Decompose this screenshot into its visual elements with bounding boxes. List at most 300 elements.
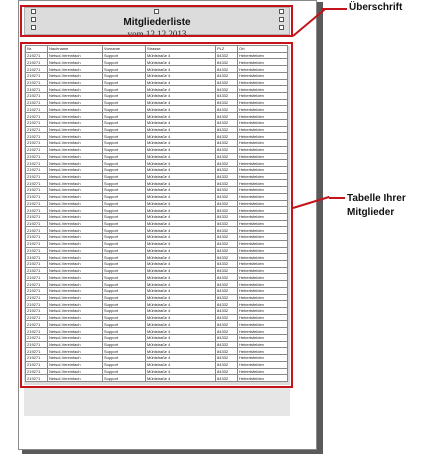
- table-cell[interactable]: Mühlstraße 4: [146, 113, 216, 120]
- table-cell[interactable]: 219271: [26, 261, 48, 268]
- table-cell[interactable]: 84332: [216, 99, 238, 106]
- table-cell[interactable]: Support: [103, 355, 146, 362]
- table-cell[interactable]: Mühlstraße 4: [146, 368, 216, 375]
- table-cell[interactable]: 84332: [216, 93, 238, 100]
- table-cell[interactable]: Hebertsfelden: [238, 213, 288, 220]
- table-cell[interactable]: Mühlstraße 4: [146, 213, 216, 220]
- table-cell[interactable]: 84332: [216, 52, 238, 59]
- table-cell[interactable]: Hebertsfelden: [238, 328, 288, 335]
- table-cell[interactable]: Mühlstraße 4: [146, 160, 216, 167]
- table-cell[interactable]: Netsol-Vereinfach: [48, 187, 103, 194]
- table-cell[interactable]: Support: [103, 341, 146, 348]
- table-cell[interactable]: Mühlstraße 4: [146, 240, 216, 247]
- table-cell[interactable]: Netsol-Vereinfach: [48, 140, 103, 147]
- table-cell[interactable]: Mühlstraße 4: [146, 375, 216, 382]
- table-cell[interactable]: Netsol-Vereinfach: [48, 72, 103, 79]
- table-cell[interactable]: 219271: [26, 281, 48, 288]
- table-cell[interactable]: Netsol-Vereinfach: [48, 314, 103, 321]
- column-header[interactable]: Nr.: [26, 46, 48, 53]
- table-cell[interactable]: Support: [103, 287, 146, 294]
- table-cell[interactable]: Netsol-Vereinfach: [48, 126, 103, 133]
- table-cell[interactable]: Mühlstraße 4: [146, 173, 216, 180]
- table-cell[interactable]: Hebertsfelden: [238, 227, 288, 234]
- table-cell[interactable]: 219271: [26, 207, 48, 214]
- table-cell[interactable]: Netsol-Vereinfach: [48, 328, 103, 335]
- table-cell[interactable]: Support: [103, 213, 146, 220]
- table-cell[interactable]: Mühlstraße 4: [146, 301, 216, 308]
- column-header[interactable]: Vorname: [103, 46, 146, 53]
- table-cell[interactable]: 84332: [216, 180, 238, 187]
- table-cell[interactable]: 84332: [216, 79, 238, 86]
- table-cell[interactable]: Hebertsfelden: [238, 52, 288, 59]
- table-cell[interactable]: Netsol-Vereinfach: [48, 361, 103, 368]
- table-cell[interactable]: 84332: [216, 254, 238, 261]
- table-cell[interactable]: Support: [103, 274, 146, 281]
- table-cell[interactable]: Support: [103, 368, 146, 375]
- table-cell[interactable]: 84332: [216, 106, 238, 113]
- table-cell[interactable]: Netsol-Vereinfach: [48, 59, 103, 66]
- table-cell[interactable]: Netsol-Vereinfach: [48, 301, 103, 308]
- table-cell[interactable]: Netsol-Vereinfach: [48, 355, 103, 362]
- table-cell[interactable]: Support: [103, 247, 146, 254]
- table-cell[interactable]: 219271: [26, 146, 48, 153]
- table-cell[interactable]: 84332: [216, 187, 238, 194]
- table-cell[interactable]: Support: [103, 267, 146, 274]
- table-cell[interactable]: 219271: [26, 160, 48, 167]
- table-cell[interactable]: Netsol-Vereinfach: [48, 348, 103, 355]
- table-cell[interactable]: Hebertsfelden: [238, 160, 288, 167]
- table-cell[interactable]: 219271: [26, 287, 48, 294]
- table-cell[interactable]: 84332: [216, 126, 238, 133]
- table-cell[interactable]: Support: [103, 166, 146, 173]
- table-cell[interactable]: Netsol-Vereinfach: [48, 146, 103, 153]
- table-cell[interactable]: Netsol-Vereinfach: [48, 52, 103, 59]
- table-cell[interactable]: Support: [103, 126, 146, 133]
- table-cell[interactable]: Mühlstraße 4: [146, 79, 216, 86]
- table-cell[interactable]: Support: [103, 173, 146, 180]
- table-cell[interactable]: Netsol-Vereinfach: [48, 321, 103, 328]
- table-cell[interactable]: Mühlstraße 4: [146, 93, 216, 100]
- table-cell[interactable]: 84332: [216, 355, 238, 362]
- table-cell[interactable]: Netsol-Vereinfach: [48, 66, 103, 73]
- table-cell[interactable]: Mühlstraße 4: [146, 52, 216, 59]
- table-cell[interactable]: Mühlstraße 4: [146, 227, 216, 234]
- table-cell[interactable]: Hebertsfelden: [238, 247, 288, 254]
- table-cell[interactable]: Netsol-Vereinfach: [48, 294, 103, 301]
- table-cell[interactable]: Hebertsfelden: [238, 106, 288, 113]
- table-cell[interactable]: Hebertsfelden: [238, 66, 288, 73]
- table-cell[interactable]: 84332: [216, 287, 238, 294]
- table-cell[interactable]: Support: [103, 308, 146, 315]
- table-cell[interactable]: 219271: [26, 368, 48, 375]
- table-cell[interactable]: Mühlstraße 4: [146, 187, 216, 194]
- table-cell[interactable]: Support: [103, 314, 146, 321]
- table-cell[interactable]: Support: [103, 227, 146, 234]
- table-cell[interactable]: Hebertsfelden: [238, 113, 288, 120]
- table-cell[interactable]: Mühlstraße 4: [146, 119, 216, 126]
- table-cell[interactable]: Hebertsfelden: [238, 254, 288, 261]
- table-cell[interactable]: Mühlstraße 4: [146, 220, 216, 227]
- table-cell[interactable]: Netsol-Vereinfach: [48, 193, 103, 200]
- report-title[interactable]: Mitgliederliste: [123, 17, 191, 28]
- column-header[interactable]: Nachname: [48, 46, 103, 53]
- table-cell[interactable]: Hebertsfelden: [238, 301, 288, 308]
- table-cell[interactable]: Netsol-Vereinfach: [48, 86, 103, 93]
- table-cell[interactable]: Hebertsfelden: [238, 187, 288, 194]
- table-cell[interactable]: 219271: [26, 126, 48, 133]
- table-cell[interactable]: 219271: [26, 79, 48, 86]
- table-cell[interactable]: Support: [103, 99, 146, 106]
- table-cell[interactable]: Mühlstraße 4: [146, 140, 216, 147]
- table-cell[interactable]: Support: [103, 52, 146, 59]
- table-cell[interactable]: Hebertsfelden: [238, 59, 288, 66]
- table-cell[interactable]: 219271: [26, 301, 48, 308]
- table-cell[interactable]: 219271: [26, 355, 48, 362]
- table-cell[interactable]: Hebertsfelden: [238, 355, 288, 362]
- table-cell[interactable]: Netsol-Vereinfach: [48, 200, 103, 207]
- table-cell[interactable]: Netsol-Vereinfach: [48, 180, 103, 187]
- table-cell[interactable]: Mühlstraße 4: [146, 247, 216, 254]
- table-cell[interactable]: Netsol-Vereinfach: [48, 207, 103, 214]
- table-cell[interactable]: Hebertsfelden: [238, 368, 288, 375]
- table-cell[interactable]: Netsol-Vereinfach: [48, 254, 103, 261]
- table-cell[interactable]: Support: [103, 281, 146, 288]
- table-cell[interactable]: 219271: [26, 274, 48, 281]
- table-cell[interactable]: Mühlstraße 4: [146, 355, 216, 362]
- table-cell[interactable]: Hebertsfelden: [238, 133, 288, 140]
- table-cell[interactable]: 84332: [216, 86, 238, 93]
- table-cell[interactable]: Hebertsfelden: [238, 207, 288, 214]
- table-cell[interactable]: 84332: [216, 301, 238, 308]
- table-cell[interactable]: 84332: [216, 294, 238, 301]
- table-cell[interactable]: Netsol-Vereinfach: [48, 234, 103, 241]
- table-cell[interactable]: Mühlstraße 4: [146, 126, 216, 133]
- table-cell[interactable]: Support: [103, 220, 146, 227]
- table-cell[interactable]: 84332: [216, 321, 238, 328]
- table-cell[interactable]: 219271: [26, 180, 48, 187]
- table-cell[interactable]: Hebertsfelden: [238, 93, 288, 100]
- table-cell[interactable]: Netsol-Vereinfach: [48, 79, 103, 86]
- column-header[interactable]: Strasse: [146, 46, 216, 53]
- table-cell[interactable]: 219271: [26, 166, 48, 173]
- table-cell[interactable]: Netsol-Vereinfach: [48, 213, 103, 220]
- table-cell[interactable]: Netsol-Vereinfach: [48, 99, 103, 106]
- table-cell[interactable]: Hebertsfelden: [238, 200, 288, 207]
- table-cell[interactable]: 84332: [216, 247, 238, 254]
- table-cell[interactable]: Netsol-Vereinfach: [48, 106, 103, 113]
- table-cell[interactable]: Mühlstraße 4: [146, 287, 216, 294]
- table-cell[interactable]: 84332: [216, 59, 238, 66]
- table-cell[interactable]: Support: [103, 72, 146, 79]
- table-cell[interactable]: 219271: [26, 133, 48, 140]
- table-cell[interactable]: Mühlstraße 4: [146, 341, 216, 348]
- table-cell[interactable]: 219271: [26, 375, 48, 382]
- table-cell[interactable]: Mühlstraße 4: [146, 193, 216, 200]
- table-cell[interactable]: Mühlstraße 4: [146, 321, 216, 328]
- table-cell[interactable]: 219271: [26, 86, 48, 93]
- table-cell[interactable]: Netsol-Vereinfach: [48, 267, 103, 274]
- table-cell[interactable]: Support: [103, 321, 146, 328]
- table-cell[interactable]: Mühlstraße 4: [146, 66, 216, 73]
- table-cell[interactable]: 219271: [26, 200, 48, 207]
- table-cell[interactable]: Netsol-Vereinfach: [48, 341, 103, 348]
- table-cell[interactable]: Hebertsfelden: [238, 281, 288, 288]
- table-cell[interactable]: Mühlstraße 4: [146, 207, 216, 214]
- table-cell[interactable]: Hebertsfelden: [238, 314, 288, 321]
- table-cell[interactable]: Hebertsfelden: [238, 267, 288, 274]
- table-cell[interactable]: 84332: [216, 281, 238, 288]
- table-cell[interactable]: 84332: [216, 328, 238, 335]
- table-cell[interactable]: Netsol-Vereinfach: [48, 119, 103, 126]
- table-cell[interactable]: 219271: [26, 348, 48, 355]
- table-cell[interactable]: 84332: [216, 227, 238, 234]
- table-cell[interactable]: 84332: [216, 375, 238, 382]
- table-cell[interactable]: Support: [103, 234, 146, 241]
- table-cell[interactable]: 219271: [26, 59, 48, 66]
- table-cell[interactable]: Support: [103, 375, 146, 382]
- table-cell[interactable]: 84332: [216, 146, 238, 153]
- table-cell[interactable]: 84332: [216, 200, 238, 207]
- table-cell[interactable]: 219271: [26, 234, 48, 241]
- table-cell[interactable]: Support: [103, 193, 146, 200]
- table-cell[interactable]: Mühlstraße 4: [146, 348, 216, 355]
- table-cell[interactable]: Support: [103, 133, 146, 140]
- table-cell[interactable]: Netsol-Vereinfach: [48, 287, 103, 294]
- table-cell[interactable]: Mühlstraße 4: [146, 294, 216, 301]
- table-cell[interactable]: 84332: [216, 140, 238, 147]
- table-cell[interactable]: Support: [103, 261, 146, 268]
- table-cell[interactable]: 219271: [26, 66, 48, 73]
- table-cell[interactable]: Mühlstraße 4: [146, 281, 216, 288]
- table-cell[interactable]: Support: [103, 79, 146, 86]
- table-cell[interactable]: Hebertsfelden: [238, 72, 288, 79]
- table-cell[interactable]: Netsol-Vereinfach: [48, 375, 103, 382]
- table-cell[interactable]: 84332: [216, 133, 238, 140]
- table-cell[interactable]: Support: [103, 113, 146, 120]
- table-cell[interactable]: Hebertsfelden: [238, 193, 288, 200]
- table-cell[interactable]: Hebertsfelden: [238, 375, 288, 382]
- table-cell[interactable]: Support: [103, 59, 146, 66]
- table-cell[interactable]: Support: [103, 207, 146, 214]
- table-cell[interactable]: Netsol-Vereinfach: [48, 153, 103, 160]
- table-cell[interactable]: 84332: [216, 72, 238, 79]
- table-cell[interactable]: Hebertsfelden: [238, 99, 288, 106]
- table-cell[interactable]: Support: [103, 240, 146, 247]
- table-cell[interactable]: Support: [103, 140, 146, 147]
- table-cell[interactable]: 84332: [216, 240, 238, 247]
- table-cell[interactable]: 84332: [216, 213, 238, 220]
- table-cell[interactable]: Netsol-Vereinfach: [48, 173, 103, 180]
- table-cell[interactable]: Mühlstraße 4: [146, 234, 216, 241]
- table-cell[interactable]: Support: [103, 160, 146, 167]
- table-cell[interactable]: Support: [103, 119, 146, 126]
- table-cell[interactable]: 219271: [26, 328, 48, 335]
- table-cell[interactable]: 219271: [26, 227, 48, 234]
- table-cell[interactable]: 219271: [26, 220, 48, 227]
- table-cell[interactable]: 219271: [26, 294, 48, 301]
- table-cell[interactable]: Hebertsfelden: [238, 240, 288, 247]
- table-cell[interactable]: Hebertsfelden: [238, 153, 288, 160]
- table-cell[interactable]: Hebertsfelden: [238, 261, 288, 268]
- table-cell[interactable]: 219271: [26, 72, 48, 79]
- table-cell[interactable]: 84332: [216, 274, 238, 281]
- table-cell[interactable]: 219271: [26, 314, 48, 321]
- table-cell[interactable]: Mühlstraße 4: [146, 72, 216, 79]
- table-cell[interactable]: Hebertsfelden: [238, 274, 288, 281]
- report-date[interactable]: vom 12.12.2013: [127, 30, 187, 37]
- table-cell[interactable]: 219271: [26, 254, 48, 261]
- table-cell[interactable]: Support: [103, 106, 146, 113]
- table-cell[interactable]: Netsol-Vereinfach: [48, 93, 103, 100]
- table-cell[interactable]: Netsol-Vereinfach: [48, 220, 103, 227]
- table-cell[interactable]: 219271: [26, 52, 48, 59]
- table-cell[interactable]: 84332: [216, 119, 238, 126]
- table-cell[interactable]: Mühlstraße 4: [146, 361, 216, 368]
- table-cell[interactable]: Mühlstraße 4: [146, 106, 216, 113]
- table-cell[interactable]: Mühlstraße 4: [146, 254, 216, 261]
- table-cell[interactable]: Support: [103, 334, 146, 341]
- table-cell[interactable]: Netsol-Vereinfach: [48, 113, 103, 120]
- table-cell[interactable]: 84332: [216, 166, 238, 173]
- table-cell[interactable]: Support: [103, 301, 146, 308]
- table-cell[interactable]: Hebertsfelden: [238, 361, 288, 368]
- table-cell[interactable]: Mühlstraße 4: [146, 133, 216, 140]
- table-cell[interactable]: 84332: [216, 314, 238, 321]
- table-cell[interactable]: Hebertsfelden: [238, 140, 288, 147]
- table-cell[interactable]: Netsol-Vereinfach: [48, 281, 103, 288]
- table-cell[interactable]: Netsol-Vereinfach: [48, 261, 103, 268]
- table-cell[interactable]: Netsol-Vereinfach: [48, 227, 103, 234]
- table-cell[interactable]: 84332: [216, 173, 238, 180]
- table-cell[interactable]: Hebertsfelden: [238, 146, 288, 153]
- table-cell[interactable]: Mühlstraße 4: [146, 153, 216, 160]
- table-cell[interactable]: Hebertsfelden: [238, 119, 288, 126]
- table-cell[interactable]: Mühlstraße 4: [146, 146, 216, 153]
- table-cell[interactable]: 84332: [216, 267, 238, 274]
- column-header[interactable]: PLZ: [216, 46, 238, 53]
- table-cell[interactable]: Hebertsfelden: [238, 166, 288, 173]
- table-cell[interactable]: Mühlstraße 4: [146, 166, 216, 173]
- table-cell[interactable]: Hebertsfelden: [238, 294, 288, 301]
- table-cell[interactable]: 84332: [216, 361, 238, 368]
- column-header[interactable]: Ort: [238, 46, 288, 53]
- table-cell[interactable]: Hebertsfelden: [238, 341, 288, 348]
- table-cell[interactable]: 84332: [216, 193, 238, 200]
- table-cell[interactable]: Netsol-Vereinfach: [48, 368, 103, 375]
- table-cell[interactable]: 84332: [216, 308, 238, 315]
- table-cell[interactable]: Netsol-Vereinfach: [48, 240, 103, 247]
- table-cell[interactable]: Support: [103, 200, 146, 207]
- table-cell[interactable]: Support: [103, 348, 146, 355]
- table-cell[interactable]: Netsol-Vereinfach: [48, 247, 103, 254]
- table-cell[interactable]: 219271: [26, 334, 48, 341]
- table-cell[interactable]: 219271: [26, 341, 48, 348]
- table-cell[interactable]: Hebertsfelden: [238, 308, 288, 315]
- table-cell[interactable]: Mühlstraße 4: [146, 274, 216, 281]
- table-cell[interactable]: 84332: [216, 207, 238, 214]
- table-cell[interactable]: Support: [103, 146, 146, 153]
- table-cell[interactable]: Support: [103, 153, 146, 160]
- table-cell[interactable]: Hebertsfelden: [238, 287, 288, 294]
- table-cell[interactable]: 84332: [216, 113, 238, 120]
- table-cell[interactable]: Hebertsfelden: [238, 126, 288, 133]
- table-cell[interactable]: Mühlstraße 4: [146, 200, 216, 207]
- table-cell[interactable]: Netsol-Vereinfach: [48, 133, 103, 140]
- table-cell[interactable]: Hebertsfelden: [238, 321, 288, 328]
- table-cell[interactable]: 219271: [26, 93, 48, 100]
- table-cell[interactable]: Support: [103, 361, 146, 368]
- table-cell[interactable]: Support: [103, 294, 146, 301]
- table-cell[interactable]: Mühlstraße 4: [146, 314, 216, 321]
- table-cell[interactable]: Mühlstraße 4: [146, 59, 216, 66]
- table-cell[interactable]: 84332: [216, 160, 238, 167]
- table-cell[interactable]: Netsol-Vereinfach: [48, 166, 103, 173]
- table-cell[interactable]: Mühlstraße 4: [146, 261, 216, 268]
- table-cell[interactable]: 219271: [26, 140, 48, 147]
- table-cell[interactable]: 219271: [26, 267, 48, 274]
- table-cell[interactable]: Hebertsfelden: [238, 79, 288, 86]
- table-cell[interactable]: Mühlstraße 4: [146, 267, 216, 274]
- table-cell[interactable]: 219271: [26, 153, 48, 160]
- table-cell[interactable]: 84332: [216, 234, 238, 241]
- table-cell[interactable]: Netsol-Vereinfach: [48, 308, 103, 315]
- table-cell[interactable]: 84332: [216, 341, 238, 348]
- table-cell[interactable]: Hebertsfelden: [238, 234, 288, 241]
- table-cell[interactable]: 219271: [26, 187, 48, 194]
- table-cell[interactable]: Netsol-Vereinfach: [48, 334, 103, 341]
- table-cell[interactable]: 219271: [26, 173, 48, 180]
- table-cell[interactable]: 84332: [216, 66, 238, 73]
- table-cell[interactable]: 219271: [26, 113, 48, 120]
- table-cell[interactable]: 219271: [26, 119, 48, 126]
- table-cell[interactable]: Mühlstraße 4: [146, 99, 216, 106]
- table-cell[interactable]: Support: [103, 254, 146, 261]
- table-cell[interactable]: Support: [103, 328, 146, 335]
- table-cell[interactable]: 219271: [26, 361, 48, 368]
- table-cell[interactable]: 84332: [216, 153, 238, 160]
- table-cell[interactable]: Mühlstraße 4: [146, 180, 216, 187]
- table-cell[interactable]: Support: [103, 66, 146, 73]
- table-cell[interactable]: Mühlstraße 4: [146, 334, 216, 341]
- table-cell[interactable]: Mühlstraße 4: [146, 308, 216, 315]
- table-cell[interactable]: 219271: [26, 321, 48, 328]
- table-cell[interactable]: 219271: [26, 247, 48, 254]
- table-cell[interactable]: 219271: [26, 213, 48, 220]
- table-cell[interactable]: 219271: [26, 308, 48, 315]
- table-cell[interactable]: 84332: [216, 220, 238, 227]
- table-cell[interactable]: 84332: [216, 261, 238, 268]
- table-cell[interactable]: Mühlstraße 4: [146, 86, 216, 93]
- table-cell[interactable]: 219271: [26, 193, 48, 200]
- table-cell[interactable]: Support: [103, 187, 146, 194]
- table-cell[interactable]: Support: [103, 86, 146, 93]
- table-cell[interactable]: Hebertsfelden: [238, 220, 288, 227]
- table-cell[interactable]: 84332: [216, 348, 238, 355]
- table-cell[interactable]: Support: [103, 180, 146, 187]
- table-cell[interactable]: 219271: [26, 106, 48, 113]
- table-cell[interactable]: Netsol-Vereinfach: [48, 160, 103, 167]
- table-cell[interactable]: 84332: [216, 368, 238, 375]
- table-cell[interactable]: Hebertsfelden: [238, 173, 288, 180]
- table-cell[interactable]: Hebertsfelden: [238, 348, 288, 355]
- table-cell[interactable]: Mühlstraße 4: [146, 328, 216, 335]
- table-cell[interactable]: Support: [103, 93, 146, 100]
- table-cell[interactable]: 219271: [26, 240, 48, 247]
- table-cell[interactable]: Hebertsfelden: [238, 334, 288, 341]
- table-cell[interactable]: Netsol-Vereinfach: [48, 274, 103, 281]
- table-cell[interactable]: Hebertsfelden: [238, 86, 288, 93]
- table-cell[interactable]: 84332: [216, 334, 238, 341]
